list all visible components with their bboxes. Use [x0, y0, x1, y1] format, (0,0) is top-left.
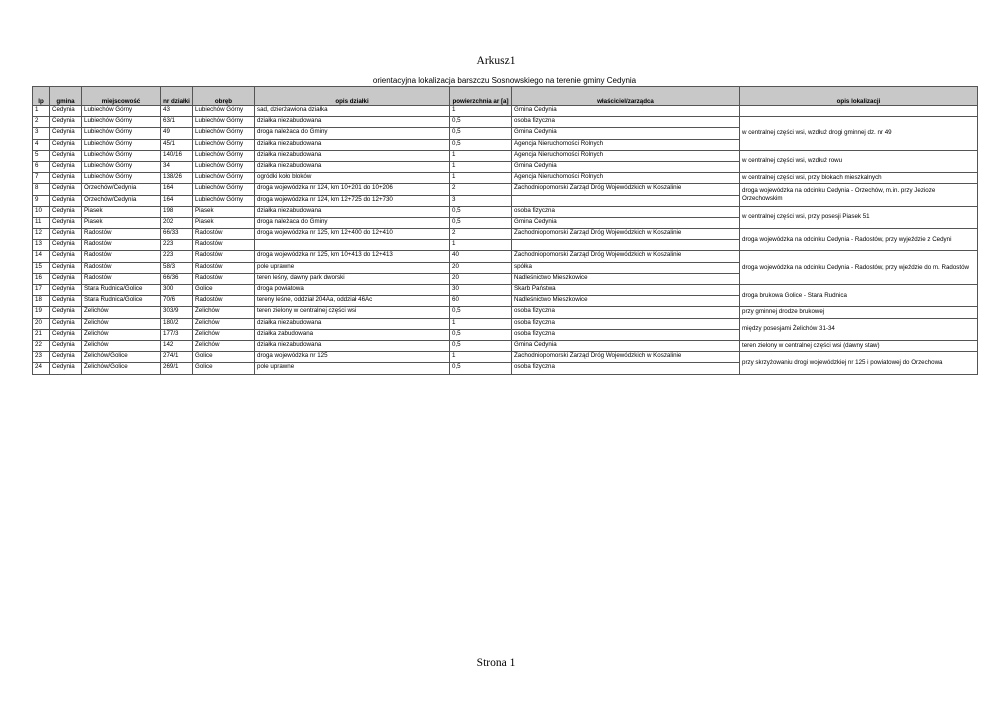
cell-miejscowosc: Lubiechów Górny [82, 117, 161, 128]
sheet-name-header: Arkusz1 [476, 55, 516, 67]
table-row [33, 150, 978, 161]
cell-gmina: Cedynia [50, 139, 82, 150]
cell-lp: 23 [33, 352, 50, 363]
cell-wlasciciel [512, 195, 740, 206]
cell-lp: 3 [33, 128, 50, 139]
cell-gmina: Cedynia [50, 161, 82, 172]
cell-opis-dzialki: droga należaca do Gminy [255, 217, 450, 228]
cell-gmina: Cedynia [50, 352, 82, 363]
table-row [33, 184, 978, 195]
cell-gmina: Cedynia [50, 273, 82, 284]
cell-gmina: Cedynia [50, 150, 82, 161]
table-row [33, 285, 978, 296]
cell-obreb: Lubiechów Górny [193, 195, 255, 206]
cell-obreb: Golice [193, 352, 255, 363]
cell-lp: 19 [33, 307, 50, 318]
cell-lp: 21 [33, 329, 50, 340]
cell-obreb: Lubiechów Górny [193, 161, 255, 172]
cell-powierzchnia: 1 [450, 161, 512, 172]
cell-nr-dzialki: 138/26 [161, 173, 193, 184]
cell-powierzchnia: 0,5 [450, 139, 512, 150]
cell-powierzchnia: 0,5 [450, 340, 512, 351]
col-header-nr-dzialki: nr działki [161, 87, 193, 106]
cell-wlasciciel: Gmina Cedynia [512, 217, 740, 228]
cell-wlasciciel: Gmina Cedynia [512, 128, 740, 139]
table-row [33, 106, 978, 117]
cell-nr-dzialki: 223 [161, 240, 193, 251]
cell-obreb: Piasek [193, 206, 255, 217]
cell-lp: 11 [33, 217, 50, 228]
cell-obreb: Radostów [193, 240, 255, 251]
cell-opis-dzialki: droga powiatowa [255, 285, 450, 296]
cell-opis-dzialki: tereny leśne, oddział 204Aa, oddział 46Ac [255, 296, 450, 307]
cell-opis-lokalizacji: w centralnej części wsi, przy blokach mieszkalnych [740, 173, 978, 184]
cell-miejscowosc: Lubiechów Górny [82, 161, 161, 172]
cell-lp: 10 [33, 206, 50, 217]
cell-nr-dzialki: 66/33 [161, 229, 193, 240]
cell-opis-dzialki: działka niezabudowana [255, 139, 450, 150]
cell-miejscowosc: Żelichów [82, 318, 161, 329]
cell-lp: 7 [33, 173, 50, 184]
cell-lp: 2 [33, 117, 50, 128]
cell-lp: 17 [33, 285, 50, 296]
cell-powierzchnia: 60 [450, 296, 512, 307]
cell-wlasciciel: Gmina Cedynia [512, 161, 740, 172]
cell-miejscowosc: Żelichów [82, 340, 161, 351]
cell-opis-dzialki: działka niezabudowana [255, 161, 450, 172]
cell-powierzchnia: 1 [450, 173, 512, 184]
cell-nr-dzialki: 300 [161, 285, 193, 296]
data-table [32, 86, 978, 375]
cell-miejscowosc: Radostów [82, 251, 161, 262]
cell-powierzchnia: 1 [450, 150, 512, 161]
cell-powierzchnia: 0,5 [450, 128, 512, 139]
cell-obreb: Radostów [193, 229, 255, 240]
cell-opis-dzialki: droga należaca do Gminy [255, 128, 450, 139]
document-title: orientacyjna lokalizacja barszczu Sosnowskiego na terenie gminy Cedynia [372, 76, 637, 85]
cell-miejscowosc: Lubiechów Górny [82, 128, 161, 139]
cell-opis-lokalizacji: droga wojewódzka na odcinku Cedynia - Orzechów, m.in. przy Jezioze Orzechowskim [740, 184, 978, 206]
cell-gmina: Cedynia [50, 128, 82, 139]
cell-wlasciciel: Agencja Nieruchomości Rolnych [512, 150, 740, 161]
col-header-obreb: obręb [193, 87, 255, 106]
cell-lp: 12 [33, 229, 50, 240]
cell-gmina: Cedynia [50, 340, 82, 351]
cell-powierzchnia: 1 [450, 106, 512, 117]
cell-nr-dzialki: 45/1 [161, 139, 193, 150]
cell-gmina: Cedynia [50, 173, 82, 184]
header-row [33, 87, 978, 106]
cell-wlasciciel: osoba fizyczna [512, 363, 740, 374]
col-header-gmina: gmina [50, 87, 82, 106]
cell-nr-dzialki: 180/2 [161, 318, 193, 329]
cell-gmina: Cedynia [50, 262, 82, 273]
cell-nr-dzialki: 223 [161, 251, 193, 262]
table-body [33, 106, 978, 375]
cell-wlasciciel: Gmina Cedynia [512, 340, 740, 351]
cell-nr-dzialki: 164 [161, 195, 193, 206]
cell-powierzchnia: 3 [450, 195, 512, 206]
cell-opis-dzialki: pole uprawne [255, 262, 450, 273]
cell-nr-dzialki: 63/1 [161, 117, 193, 128]
cell-obreb: Radostów [193, 251, 255, 262]
cell-obreb: Lubiechów Górny [193, 117, 255, 128]
cell-powierzchnia: 0,5 [450, 329, 512, 340]
cell-opis-dzialki: działka niezabudowana [255, 117, 450, 128]
col-header-wlasciciel: właściciel/zarządca [512, 87, 740, 106]
cell-miejscowosc: Lubiechów Górny [82, 173, 161, 184]
cell-gmina: Cedynia [50, 307, 82, 318]
cell-miejscowosc: Piasek [82, 206, 161, 217]
table-row [33, 173, 978, 184]
cell-opis-lokalizacji: droga wojewódzka na odcinku Cedynia - Radostów, przy wjeździe do m. Radostów [740, 251, 978, 285]
cell-obreb: Piasek [193, 217, 255, 228]
cell-opis-lokalizacji: droga brukowa Golice - Stara Rudnica [740, 285, 978, 307]
cell-nr-dzialki: 177/3 [161, 329, 193, 340]
cell-wlasciciel: spółka [512, 262, 740, 273]
cell-opis-lokalizacji: między posesjami Żelichów 31-34 [740, 318, 978, 340]
cell-miejscowosc: Lubiechów Górny [82, 139, 161, 150]
cell-obreb: Golice [193, 363, 255, 374]
cell-miejscowosc: Lubiechów Górny [82, 106, 161, 117]
cell-gmina: Cedynia [50, 106, 82, 117]
cell-opis-dzialki [255, 240, 450, 251]
cell-opis-lokalizacji: przy skrzyżowaniu drogi wojewódzkiej nr 125 i powiatowej do Orzechowa [740, 352, 978, 374]
cell-miejscowosc: Żelichów [82, 329, 161, 340]
cell-lp: 6 [33, 161, 50, 172]
cell-lp: 20 [33, 318, 50, 329]
cell-nr-dzialki: 274/1 [161, 352, 193, 363]
cell-gmina: Cedynia [50, 329, 82, 340]
cell-wlasciciel: Gmina Cedynia [512, 106, 740, 117]
cell-wlasciciel: osoba fizyczna [512, 318, 740, 329]
cell-opis-dzialki: działka zabudowana [255, 329, 450, 340]
cell-obreb: Lubiechów Górny [193, 106, 255, 117]
cell-gmina: Cedynia [50, 195, 82, 206]
cell-opis-dzialki: ogródki koło bloków [255, 173, 450, 184]
cell-wlasciciel: Nadleśnictwo Mieszkowice [512, 273, 740, 284]
cell-nr-dzialki: 198 [161, 206, 193, 217]
cell-miejscowosc: Radostów [82, 262, 161, 273]
table-row [33, 117, 978, 128]
cell-nr-dzialki: 142 [161, 340, 193, 351]
cell-nr-dzialki: 202 [161, 217, 193, 228]
cell-wlasciciel: osoba fizyczna [512, 206, 740, 217]
cell-opis-dzialki: działka niezabudowana [255, 206, 450, 217]
cell-opis-lokalizacji: w centralnej części wsi, wzdłuż rowu [740, 150, 978, 172]
cell-miejscowosc: Piasek [82, 217, 161, 228]
cell-opis-dzialki: sad, dzierżawiona działka [255, 106, 450, 117]
cell-lp: 15 [33, 262, 50, 273]
cell-miejscowosc: Radostów [82, 229, 161, 240]
cell-wlasciciel: osoba fizyczna [512, 329, 740, 340]
table-row [33, 307, 978, 318]
cell-gmina: Cedynia [50, 229, 82, 240]
cell-opis-lokalizacji: przy gminnej drodze brukowej [740, 307, 978, 318]
cell-powierzchnia: 0,5 [450, 363, 512, 374]
cell-lp: 9 [33, 195, 50, 206]
cell-powierzchnia: 0,5 [450, 217, 512, 228]
cell-lp: 13 [33, 240, 50, 251]
cell-nr-dzialki: 140/16 [161, 150, 193, 161]
col-header-opis-dzialki: opis działki [255, 87, 450, 106]
cell-opis-dzialki: pole uprawne [255, 363, 450, 374]
cell-obreb: Żelichów [193, 307, 255, 318]
cell-wlasciciel: Zachodniopomorski Zarząd Dróg Wojewódzkich w Koszalinie [512, 251, 740, 262]
cell-wlasciciel: Zachodniopomorski Zarząd Dróg Wojewódzkich w Koszalinie [512, 229, 740, 240]
cell-obreb: Żelichów [193, 329, 255, 340]
table-row [33, 352, 978, 363]
col-header-miejscowosc: miejscowość [82, 87, 161, 106]
cell-miejscowosc: Stara Rudnica/Golice [82, 285, 161, 296]
cell-wlasciciel: Zachodniopomorski Zarząd Dróg Wojewódzkich w Koszalinie [512, 352, 740, 363]
cell-wlasciciel: Nadleśnictwo Mieszkowice [512, 296, 740, 307]
cell-opis-dzialki: teren zielony w centralnej części wsi [255, 307, 450, 318]
cell-obreb: Radostów [193, 296, 255, 307]
col-header-opis-lokalizacji: opis lokalizacji [740, 87, 978, 106]
cell-obreb: Radostów [193, 262, 255, 273]
cell-lp: 8 [33, 184, 50, 195]
cell-wlasciciel: Zachodniopomorski Zarząd Dróg Wojewódzkich w Koszalinie [512, 184, 740, 195]
cell-nr-dzialki: 70/6 [161, 296, 193, 307]
cell-miejscowosc: Żelichów/Golice [82, 363, 161, 374]
cell-nr-dzialki: 34 [161, 161, 193, 172]
cell-miejscowosc: Radostów [82, 240, 161, 251]
cell-lp: 1 [33, 106, 50, 117]
cell-miejscowosc: Lubiechów Górny [82, 150, 161, 161]
cell-obreb: Golice [193, 285, 255, 296]
cell-wlasciciel [512, 240, 740, 251]
cell-lp: 24 [33, 363, 50, 374]
cell-miejscowosc: Stara Rudnica/Golice [82, 296, 161, 307]
cell-lp: 5 [33, 150, 50, 161]
cell-obreb: Radostów [193, 273, 255, 284]
cell-powierzchnia: 1 [450, 318, 512, 329]
cell-gmina: Cedynia [50, 217, 82, 228]
cell-wlasciciel: osoba fizyczna [512, 117, 740, 128]
cell-opis-lokalizacji: droga wojewódzka na odcinku Cedynia - Radostów, przy wyjeździe z Cedyni [740, 229, 978, 251]
cell-miejscowosc: Żelichów/Golice [82, 352, 161, 363]
cell-lp: 14 [33, 251, 50, 262]
table-row [33, 318, 978, 329]
cell-lp: 4 [33, 139, 50, 150]
cell-opis-dzialki: teren leśny, dawny park dworski [255, 273, 450, 284]
cell-wlasciciel: Skarb Państwa [512, 285, 740, 296]
cell-obreb: Lubiechów Górny [193, 173, 255, 184]
cell-lp: 18 [33, 296, 50, 307]
cell-gmina: Cedynia [50, 363, 82, 374]
cell-gmina: Cedynia [50, 318, 82, 329]
cell-gmina: Cedynia [50, 296, 82, 307]
table-row [33, 229, 978, 240]
cell-nr-dzialki: 66/36 [161, 273, 193, 284]
cell-obreb: Lubiechów Górny [193, 139, 255, 150]
cell-obreb: Lubiechów Górny [193, 128, 255, 139]
cell-powierzchnia: 2 [450, 184, 512, 195]
cell-powierzchnia: 20 [450, 273, 512, 284]
cell-opis-dzialki: działka niezabudowana [255, 340, 450, 351]
col-header-powierzchnia: powierzchnia ar [a] [450, 87, 512, 106]
cell-opis-dzialki: droga wojewódzka nr 125, km 10+413 do 12+413 [255, 251, 450, 262]
cell-miejscowosc: Radostów [82, 273, 161, 284]
cell-gmina: Cedynia [50, 117, 82, 128]
table-row [33, 206, 978, 217]
cell-nr-dzialki: 58/3 [161, 262, 193, 273]
cell-powierzchnia: 0,5 [450, 117, 512, 128]
cell-wlasciciel: Agencja Nieruchomości Rolnych [512, 139, 740, 150]
cell-nr-dzialki: 303/9 [161, 307, 193, 318]
cell-obreb: Żelichów [193, 318, 255, 329]
page-number-footer: Strona 1 [476, 657, 516, 669]
cell-opis-dzialki: działka niezabudowana [255, 150, 450, 161]
table-row [33, 340, 978, 351]
cell-opis-dzialki: droga wojewódzka nr 125, km 12+400 do 12+410 [255, 229, 450, 240]
cell-opis-lokalizacji: w centralnej części wsi, wzdłuż drogi gminnej dz. nr 49 [740, 117, 978, 151]
cell-powierzchnia: 20 [450, 262, 512, 273]
cell-obreb: Lubiechów Górny [193, 150, 255, 161]
cell-obreb: Żelichów [193, 340, 255, 351]
cell-gmina: Cedynia [50, 240, 82, 251]
cell-powierzchnia: 2 [450, 229, 512, 240]
cell-gmina: Cedynia [50, 285, 82, 296]
cell-opis-dzialki: droga wojewódzka nr 124, km 12+725 do 12+730 [255, 195, 450, 206]
cell-nr-dzialki: 164 [161, 184, 193, 195]
cell-lp: 16 [33, 273, 50, 284]
cell-gmina: Cedynia [50, 206, 82, 217]
cell-powierzchnia: 0,5 [450, 307, 512, 318]
cell-opis-dzialki: droga wojewódzka nr 124, km 10+201 do 10+206 [255, 184, 450, 195]
cell-wlasciciel: osoba fizyczna [512, 307, 740, 318]
cell-miejscowosc: Orzechów/Cedynia [82, 184, 161, 195]
cell-powierzchnia: 1 [450, 240, 512, 251]
cell-powierzchnia: 1 [450, 352, 512, 363]
cell-gmina: Cedynia [50, 251, 82, 262]
cell-miejscowosc: Orzechów/Cedynia [82, 195, 161, 206]
cell-nr-dzialki: 49 [161, 128, 193, 139]
table-row [33, 251, 978, 262]
cell-miejscowosc: Żelichów [82, 307, 161, 318]
cell-opis-lokalizacji: teren zielony w centralnej części wsi (dawny staw) [740, 340, 978, 351]
cell-lp: 22 [33, 340, 50, 351]
cell-opis-dzialki: działka niezabudowana [255, 318, 450, 329]
cell-nr-dzialki: 43 [161, 106, 193, 117]
cell-opis-dzialki: droga wojewódzka nr 125 [255, 352, 450, 363]
cell-opis-lokalizacji [740, 106, 978, 117]
cell-wlasciciel: Agencja Nieruchomości Rolnych [512, 173, 740, 184]
cell-powierzchnia: 40 [450, 251, 512, 262]
cell-obreb: Lubiechów Górny [193, 184, 255, 195]
cell-opis-lokalizacji: w centralnej części wsi, przy posesji Piasek 51 [740, 206, 978, 228]
cell-powierzchnia: 0,5 [450, 206, 512, 217]
cell-gmina: Cedynia [50, 184, 82, 195]
col-header-lp: lp [33, 87, 50, 106]
cell-powierzchnia: 30 [450, 285, 512, 296]
cell-nr-dzialki: 269/1 [161, 363, 193, 374]
